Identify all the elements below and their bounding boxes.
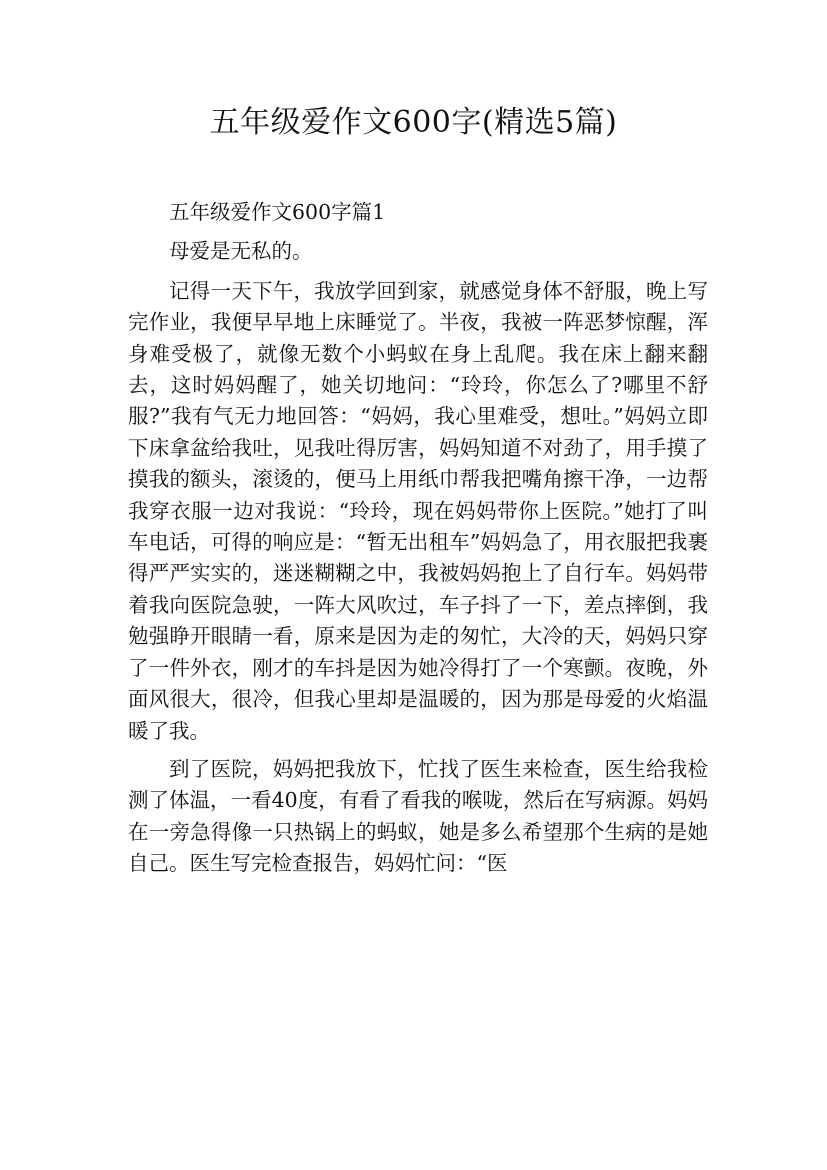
paragraph-2: 记得一天下午，我放学回到家，就感觉身体不舒服，晚上写完作业，我便早早地上床睡觉了。半夜，我被一阵恶梦惊醒，浑身难受极了，就像无数个小蚂蚁在身上乱爬。我在床上翻来翻去，这时妈妈醒了，她关切地问：“玲玲，你怎么了?哪里不舒服?”我有气无力地回答：“妈妈，我心里难受，想吐。”妈妈立即下床拿盆给我吐，见我吐得厉害，妈妈知道不对劲了，用手摸了摸我的额头，滚烫的，便马上用纸巾帮我把嘴角擦干净，一边帮我穿衣服一边对我说：“玲玲，现在妈妈带你上医院。”她打了叫车电话，可得的响应是：“暂无出租车”妈妈急了，用衣服把我裹得严严实实的，迷迷糊糊之中，我被妈妈抱上了自行车。妈妈带着我向医院急驶，一阵大风吹过，车子抖了一下，差点摔倒，我勉强睁开眼睛一看，原来是因为走的匆忙，大冷的天，妈妈只穿了一件外衣，刚才的车抖是因为她冷得打了一个寒颤。夜晚，外面风很大，很冷，但我心里却是温暖的，因为那是母爱的火焰温暖了我。 [128, 278, 708, 743]
section-heading: 五年级爱作文600字篇1 [169, 200, 386, 224]
document-body [128, 197, 708, 880]
paragraph-3: 到了医院，妈妈把我放下，忙找了医生来检查，医生给我检测了体温，一看40度，有看了看我的喉咙，然后在写病源。妈妈在一旁急得像一只热锅上的蚂蚁，她是多么希望那个生病的是她自己。医生写完检查报告，妈妈忙问：“医 [128, 756, 708, 876]
document-title: 五年级爱作文600字(精选5篇) [209, 105, 618, 140]
paragraph-1: 母爱是无私的。 [169, 239, 313, 264]
